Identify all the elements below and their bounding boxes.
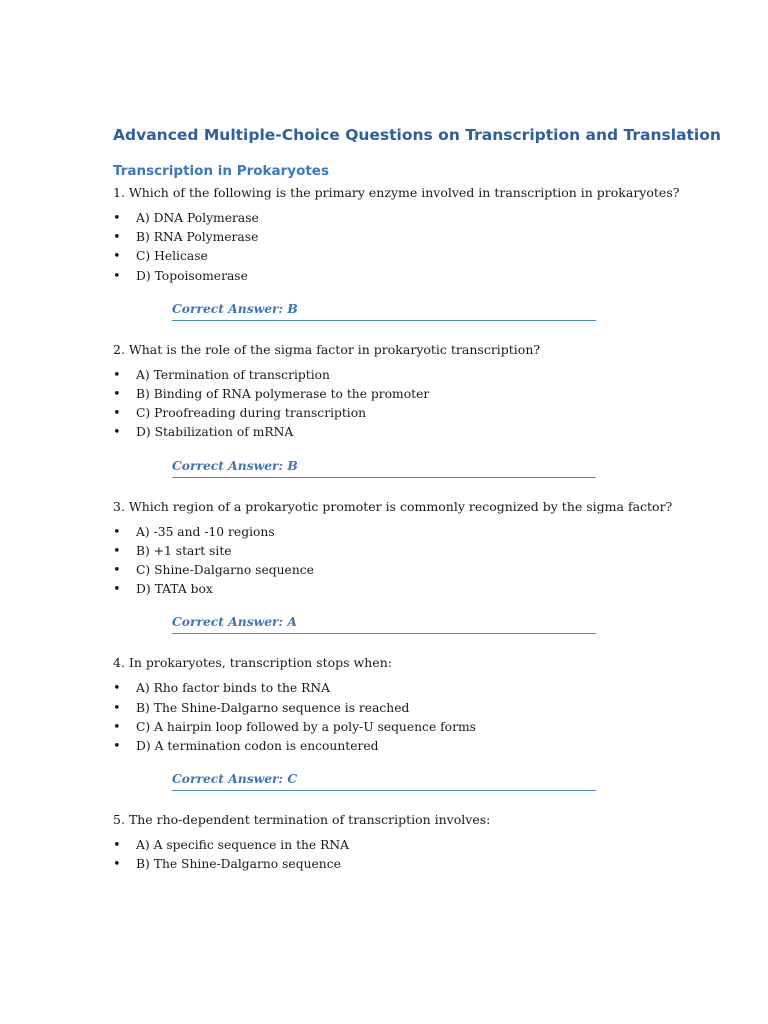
option-item xyxy=(113,542,713,561)
question-text: 2. What is the role of the sigma factor in prokaryotic transcription? xyxy=(113,341,541,357)
option-item xyxy=(113,247,713,266)
section-title: Transcription in Prokaryotes xyxy=(113,163,329,179)
option-text: A) Termination of transcription xyxy=(136,367,330,382)
correct-answer: Correct Answer: B xyxy=(172,300,298,316)
option-list xyxy=(113,366,713,443)
option-text: C) Helicase xyxy=(136,249,208,264)
option-text: B) RNA Polymerase xyxy=(136,230,259,245)
question-text: 4. In prokaryotes, transcription stops when: xyxy=(113,655,392,671)
option-text: B) The Shine-Dalgarno sequence is reached xyxy=(136,700,410,715)
option-item xyxy=(113,718,713,737)
bullet-icon: • xyxy=(113,582,121,598)
option-list xyxy=(113,679,713,756)
option-text: A) -35 and -10 regions xyxy=(136,524,275,539)
question-5 xyxy=(113,811,713,874)
correct-answer: Correct Answer: C xyxy=(172,771,298,787)
option-item xyxy=(113,737,713,756)
correct-answer: Correct Answer: A xyxy=(172,614,297,630)
bullet-icon: • xyxy=(113,857,121,873)
option-text: B) +1 start site xyxy=(136,543,232,558)
question-1 xyxy=(113,184,713,321)
option-item xyxy=(113,679,713,698)
option-text: C) Shine-Dalgarno sequence xyxy=(136,563,314,578)
question-text: 3. Which region of a prokaryotic promoter is commonly recognized by the sigma factor? xyxy=(113,498,673,514)
answer-block xyxy=(172,298,596,321)
option-text: B) Binding of RNA polymerase to the promoter xyxy=(136,387,430,402)
option-text: A) A specific sequence in the RNA xyxy=(136,838,350,853)
correct-answer: Correct Answer: B xyxy=(172,457,298,473)
bullet-icon: • xyxy=(113,387,121,403)
option-text: D) A termination codon is encountered xyxy=(136,739,379,754)
question-4 xyxy=(113,654,713,791)
bullet-icon: • xyxy=(113,739,121,755)
option-item xyxy=(113,699,713,718)
option-text: D) TATA box xyxy=(136,582,213,597)
option-text: B) The Shine-Dalgarno sequence xyxy=(136,857,341,872)
option-text: D) Stabilization of mRNA xyxy=(136,425,294,440)
option-item xyxy=(113,523,713,542)
option-item xyxy=(113,580,713,599)
option-text: C) A hairpin loop followed by a poly-U sequence forms xyxy=(136,719,476,734)
bullet-icon: • xyxy=(113,681,121,697)
answer-block xyxy=(172,611,596,634)
bullet-icon: • xyxy=(113,719,121,735)
question-text: 5. The rho-dependent termination of transcription involves: xyxy=(113,812,491,828)
option-item xyxy=(113,228,713,247)
bullet-icon: • xyxy=(113,406,121,422)
option-text: A) DNA Polymerase xyxy=(136,211,259,225)
document-page xyxy=(113,124,721,895)
option-text: D) Topoisomerase xyxy=(136,268,248,283)
option-text: A) Rho factor binds to the RNA xyxy=(136,681,330,696)
bullet-icon: • xyxy=(113,700,121,716)
question-text: 1. Which of the following is the primary enzyme involved in transcription in prokaryotes? xyxy=(113,185,680,200)
question-3 xyxy=(113,498,713,635)
bullet-icon: • xyxy=(113,367,121,383)
option-list xyxy=(113,523,713,600)
option-item xyxy=(113,855,713,874)
option-list xyxy=(113,836,713,874)
option-item xyxy=(113,836,713,855)
bullet-icon: • xyxy=(113,230,121,246)
bullet-icon: • xyxy=(113,543,121,559)
document-title: Advanced Multiple-Choice Questions on Transcription and Translation xyxy=(113,126,721,144)
option-item xyxy=(113,404,713,423)
answer-block xyxy=(172,768,596,791)
bullet-icon: • xyxy=(113,211,121,226)
answer-block xyxy=(172,455,596,478)
option-text: C) Proofreading during transcription xyxy=(136,406,367,421)
option-item xyxy=(113,423,713,442)
question-2 xyxy=(113,341,713,478)
bullet-icon: • xyxy=(113,268,121,284)
bullet-icon: • xyxy=(113,524,121,540)
option-list xyxy=(113,209,713,286)
bullet-icon: • xyxy=(113,838,121,854)
option-item xyxy=(113,267,713,286)
option-item xyxy=(113,561,713,580)
bullet-icon: • xyxy=(113,563,121,579)
option-item xyxy=(113,366,713,385)
bullet-icon: • xyxy=(113,249,121,265)
bullet-icon: • xyxy=(113,425,121,441)
option-item xyxy=(113,385,713,404)
option-item xyxy=(113,209,713,228)
